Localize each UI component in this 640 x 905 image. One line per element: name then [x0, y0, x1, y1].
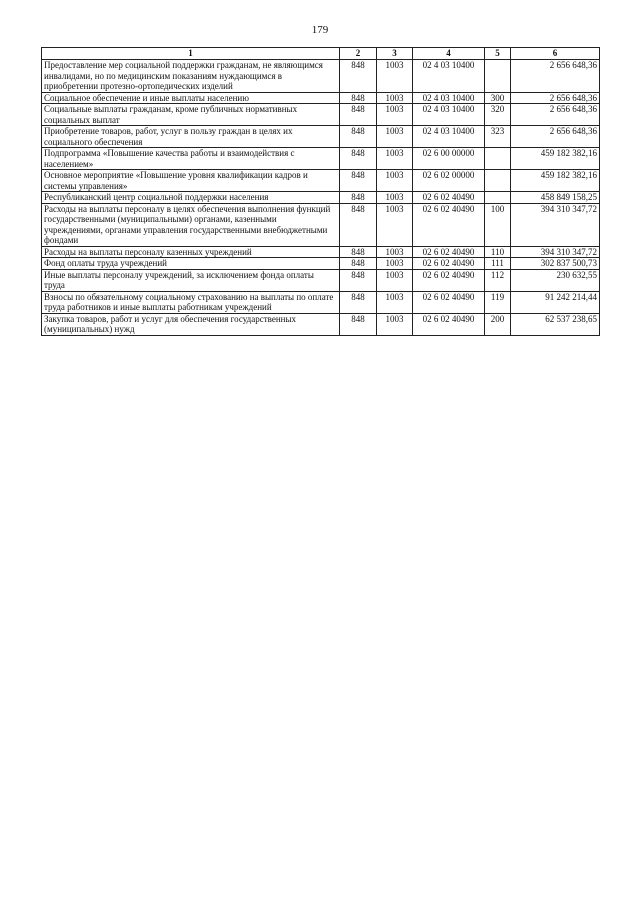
table-row — [42, 148, 600, 170]
row-expense-type: 200 — [485, 313, 511, 335]
row-expense-type: 110 — [485, 246, 511, 258]
row-expense-type — [485, 60, 511, 93]
row-amount: 394 310 347,72 — [511, 203, 600, 246]
row-expense-type: 320 — [485, 104, 511, 126]
row-section: 1003 — [377, 269, 413, 291]
table-row — [42, 170, 600, 192]
row-ministry: 848 — [340, 291, 377, 313]
row-expense-type — [485, 170, 511, 192]
row-expense-type: 112 — [485, 269, 511, 291]
row-ministry: 848 — [340, 269, 377, 291]
row-name: Расходы на выплаты персоналу в целях обеспечения выполнения функций государственными (муниципальными) органами, казенными учреждениями, органами управления государственными внебюджетными фондами — [42, 203, 340, 246]
row-section: 1003 — [377, 104, 413, 126]
row-section: 1003 — [377, 203, 413, 246]
row-ministry: 848 — [340, 92, 377, 104]
table-row — [42, 313, 600, 335]
row-ministry: 848 — [340, 148, 377, 170]
row-ministry: 848 — [340, 126, 377, 148]
row-name: Расходы на выплаты персоналу казенных учреждений — [42, 246, 340, 258]
row-target-article: 02 6 00 00000 — [413, 148, 485, 170]
row-expense-type: 111 — [485, 258, 511, 270]
row-target-article: 02 6 02 40490 — [413, 203, 485, 246]
header-col-4: 4 — [413, 48, 485, 60]
row-target-article: 02 4 03 10400 — [413, 126, 485, 148]
budget-table — [41, 47, 600, 336]
header-col-1: 1 — [42, 48, 340, 60]
row-amount: 91 242 214,44 — [511, 291, 600, 313]
row-expense-type: 100 — [485, 203, 511, 246]
row-amount: 459 182 382,16 — [511, 170, 600, 192]
row-name: Социальное обеспечение и иные выплаты населению — [42, 92, 340, 104]
row-expense-type: 300 — [485, 92, 511, 104]
row-target-article: 02 6 02 40490 — [413, 246, 485, 258]
row-target-article: 02 6 02 40490 — [413, 192, 485, 204]
table-row — [42, 203, 600, 246]
row-ministry: 848 — [340, 60, 377, 93]
row-name: Основное мероприятие «Повышение уровня квалификации кадров и системы управления» — [42, 170, 340, 192]
row-amount: 459 182 382,16 — [511, 148, 600, 170]
row-name: Взносы по обязательному социальному страхованию на выплаты по оплате труда работников и иные выплаты работникам учреждений — [42, 291, 340, 313]
row-expense-type — [485, 148, 511, 170]
table-row — [42, 104, 600, 126]
row-amount: 62 537 238,65 — [511, 313, 600, 335]
row-amount: 2 656 648,36 — [511, 60, 600, 93]
row-amount: 394 310 347,72 — [511, 246, 600, 258]
row-name: Подпрограмма «Повышение качества работы и взаимодействия с населением» — [42, 148, 340, 170]
row-section: 1003 — [377, 291, 413, 313]
row-expense-type: 119 — [485, 291, 511, 313]
row-name: Закупка товаров, работ и услуг для обеспечения государственных (муниципальных) нужд — [42, 313, 340, 335]
table-row — [42, 192, 600, 204]
page-number: 179 — [311, 24, 329, 36]
row-amount: 458 849 158,25 — [511, 192, 600, 204]
row-section: 1003 — [377, 258, 413, 270]
row-section: 1003 — [377, 126, 413, 148]
table-row — [42, 258, 600, 270]
row-ministry: 848 — [340, 104, 377, 126]
row-section: 1003 — [377, 92, 413, 104]
row-section: 1003 — [377, 148, 413, 170]
header-col-6: 6 — [511, 48, 600, 60]
table-row — [42, 246, 600, 258]
header-row — [42, 48, 600, 60]
row-amount: 2 656 648,36 — [511, 104, 600, 126]
header-col-5: 5 — [485, 48, 511, 60]
row-amount: 302 837 500,73 — [511, 258, 600, 270]
row-expense-type: 323 — [485, 126, 511, 148]
row-target-article: 02 4 03 10400 — [413, 60, 485, 93]
row-section: 1003 — [377, 60, 413, 93]
row-target-article: 02 6 02 40490 — [413, 313, 485, 335]
row-amount: 2 656 648,36 — [511, 92, 600, 104]
row-ministry: 848 — [340, 203, 377, 246]
row-name: Республиканский центр социальной поддержки населения — [42, 192, 340, 204]
row-target-article: 02 4 03 10400 — [413, 104, 485, 126]
row-target-article: 02 6 02 40490 — [413, 269, 485, 291]
row-ministry: 848 — [340, 258, 377, 270]
row-ministry: 848 — [340, 192, 377, 204]
row-ministry: 848 — [340, 246, 377, 258]
row-name: Фонд оплаты труда учреждений — [42, 258, 340, 270]
row-name: Приобретение товаров, работ, услуг в пользу граждан в целях их социального обеспечения — [42, 126, 340, 148]
row-target-article: 02 6 02 40490 — [413, 258, 485, 270]
row-section: 1003 — [377, 192, 413, 204]
row-expense-type — [485, 192, 511, 204]
row-ministry: 848 — [340, 313, 377, 335]
row-target-article: 02 4 03 10400 — [413, 92, 485, 104]
row-section: 1003 — [377, 246, 413, 258]
row-section: 1003 — [377, 170, 413, 192]
header-col-3: 3 — [377, 48, 413, 60]
row-target-article: 02 6 02 40490 — [413, 291, 485, 313]
row-name: Предоставление мер социальной поддержки гражданам, не являющимся инвалидами, но по медицинским показаниям нуждающимся в приобретении протезно-ортопедических изделий — [42, 60, 340, 93]
table-row — [42, 291, 600, 313]
table-row — [42, 60, 600, 93]
row-amount: 2 656 648,36 — [511, 126, 600, 148]
row-ministry: 848 — [340, 170, 377, 192]
row-name: Иные выплаты персоналу учреждений, за исключением фонда оплаты труда — [42, 269, 340, 291]
table-row — [42, 269, 600, 291]
table-row — [42, 126, 600, 148]
header-col-2: 2 — [340, 48, 377, 60]
row-amount: 230 632,55 — [511, 269, 600, 291]
row-target-article: 02 6 02 00000 — [413, 170, 485, 192]
table-row — [42, 92, 600, 104]
row-section: 1003 — [377, 313, 413, 335]
row-name: Социальные выплаты гражданам, кроме публичных нормативных социальных выплат — [42, 104, 340, 126]
